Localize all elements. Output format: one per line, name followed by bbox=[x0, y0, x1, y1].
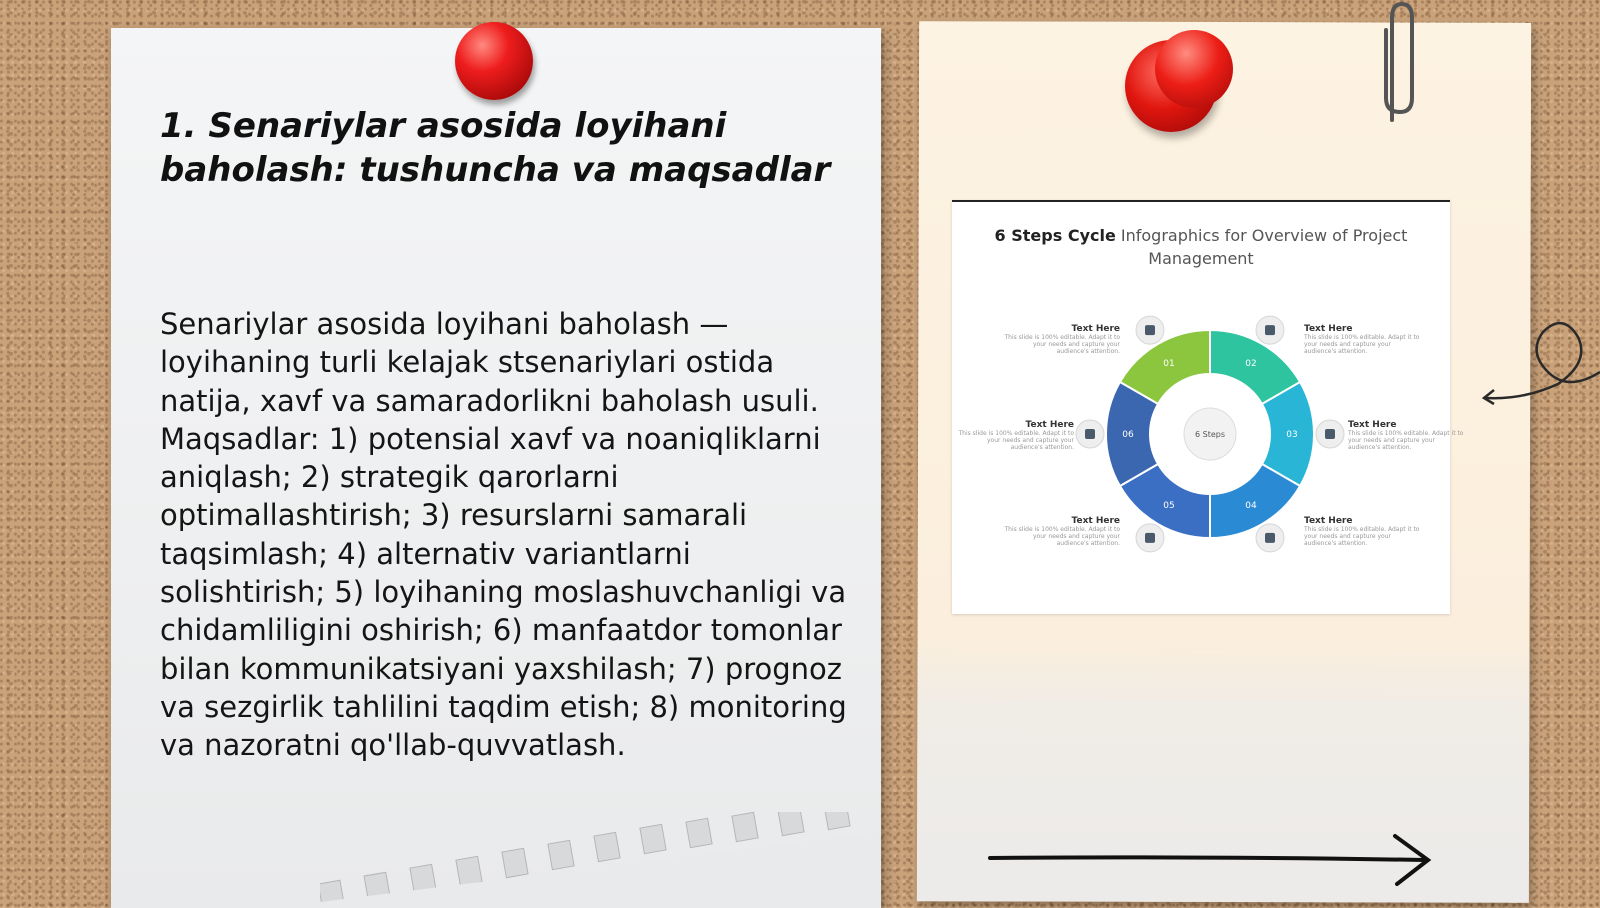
caption-bottom-left: Text Here This slide is 100% editable. Adapt it to your needs and capture your audience's attention. bbox=[1004, 516, 1120, 547]
cycle-diagram bbox=[952, 202, 1450, 614]
swirl-arrow-doodle bbox=[1478, 312, 1600, 412]
step-number-label: 05 bbox=[1163, 501, 1175, 512]
right-arrow-icon bbox=[985, 830, 1445, 890]
red-pushpin-icon bbox=[1155, 30, 1233, 108]
step-number-label: 03 bbox=[1286, 430, 1298, 440]
slide-title: 1. Senariylar asosida loyihani baholash: tushuncha va maqsadlar bbox=[160, 106, 831, 190]
paperclip-icon bbox=[1372, 0, 1420, 130]
center-label: 6 Steps bbox=[1194, 430, 1226, 439]
caption-bottom-right: Text Here This slide is 100% editable. Adapt it to your needs and capture your audience's attention. bbox=[1304, 516, 1420, 547]
caption-top-right: Text Here This slide is 100% editable. Adapt it to your needs and capture your audience's attention. bbox=[1304, 324, 1420, 355]
icon-glyph bbox=[1085, 429, 1095, 439]
red-pushpin-icon bbox=[455, 22, 533, 100]
slide-body-text: Senariylar asosida loyihani baholash — loyihaning turli kelajak stsenariylari ostida natija, xavf va samaradorlikni baholash usuli. Maqsadlar: 1) potensial xavf va noaniqliklarni aniqlash; 2) strategik qarorlarni optimallashtirish; 3) resurslarni samarali taqsimlash; 4) alternativ variantlarni solishtirish; 5) loyihaning moslashuvchanligi va chidamliligini oshirish; 6) manfaatdor tomonlar bilan kommunikatsiyani yaxshilash; 7) prognoz va sezgirlik tahlilini taqdim etish; 8) monitoring va nazoratni qo'llab-quvvatlash. bbox=[160, 307, 847, 763]
torn-page-tabs-decoration bbox=[320, 812, 880, 902]
caption-right: Text Here This slide is 100% editable. Adapt it to your needs and capture your audience's attention. bbox=[1348, 420, 1464, 451]
infographic-image bbox=[952, 200, 1464, 614]
icon-glyph bbox=[1145, 533, 1155, 543]
step-number-label: 04 bbox=[1245, 501, 1257, 512]
icon-glyph bbox=[1145, 325, 1155, 335]
icon-glyph bbox=[1265, 325, 1275, 335]
caption-left: Text Here This slide is 100% editable. Adapt it to your needs and capture your audience's attention. bbox=[958, 420, 1074, 451]
caption-top-left: Text Here This slide is 100% editable. Adapt it to your needs and capture your audience's attention. bbox=[1004, 324, 1120, 355]
icon-glyph bbox=[1325, 429, 1335, 439]
step-number-label: 01 bbox=[1163, 358, 1175, 369]
icon-glyph bbox=[1265, 533, 1275, 543]
step-number-label: 02 bbox=[1245, 358, 1257, 369]
step-number-label: 06 bbox=[1122, 430, 1134, 440]
infographic-title: 6 Steps Cycle Infographics for Overview of Project Management bbox=[994, 226, 1408, 268]
